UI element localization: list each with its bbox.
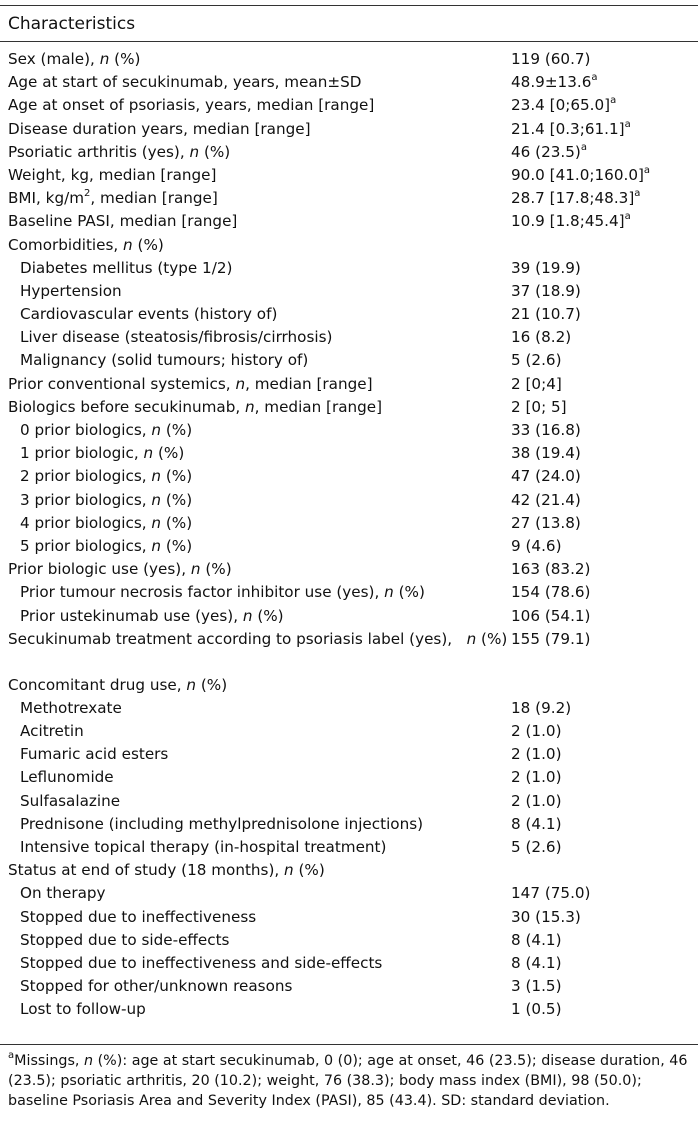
table-row [0,674,700,697]
row-value-footnote-marker: a [591,72,598,84]
row-label-text: Biologics before secukinumab, [8,397,245,416]
row-label-italic: n [151,490,162,509]
row-value [511,558,590,581]
row-label-text: Prior ustekinumab use (yes), [20,606,243,625]
row-label [8,94,508,117]
table-row [0,303,700,326]
row-label-text: Age at onset of psoriasis, years, median [range] [8,96,375,115]
row-label [20,836,520,859]
row-label-italic: n [284,861,294,880]
row-value [511,210,631,233]
table-row [0,234,700,257]
table-row [0,535,700,558]
table-row [0,882,700,905]
table-row [0,697,700,720]
row-value [511,628,590,651]
table-row [0,164,700,187]
row-label [20,535,520,558]
row-value-text: 8 (4.1) [511,814,562,833]
row-label-text: Diabetes mellitus (type 1/2) [20,258,233,277]
row-label-text: Stopped due to side-effects [20,930,230,949]
row-value [511,349,562,372]
table-row [0,48,700,71]
row-value-footnote-marker: a [624,211,631,223]
table-row [0,743,700,766]
row-label-text: Stopped for other/unknown reasons [20,977,293,996]
row-label-text: Acitretin [20,722,84,741]
row-label-suffix: , median [range] [254,397,383,416]
row-label-text: Prior conventional systemics, [8,374,236,393]
row-value [511,94,616,117]
row-value-text: 3 (1.5) [511,977,562,996]
row-label [8,674,508,697]
row-label-italic: n [242,606,253,625]
row-label [8,859,508,882]
row-label-suffix: (%) [161,513,193,532]
row-value [511,118,631,141]
row-label [8,164,508,187]
row-label-italic: n [235,374,246,393]
row-label-text: Sulfasalazine [20,791,121,810]
row-label [20,813,520,836]
row-label [20,465,520,488]
row-label [20,952,520,975]
row-value-text: 23.4 [0;65.0] [511,96,611,115]
table-row [0,280,700,303]
row-label-suffix: (%) [199,142,231,161]
row-label [20,419,520,442]
row-label-suffix: (%) [132,235,164,254]
row-label-text: Concomitant drug use, [8,675,187,694]
row-label [20,489,520,512]
header-rule [0,41,698,42]
table-row [0,836,700,859]
row-label [8,628,508,651]
row-label [20,882,520,905]
row-value [511,813,562,836]
table-row [0,512,700,535]
row-label [20,929,520,952]
table-row [0,720,700,743]
row-value [511,71,598,94]
row-label-text: Liver disease (steatosis/fibrosis/cirrhosis) [20,328,333,347]
row-label-italic: n [99,50,110,68]
row-value-text: 18 (9.2) [511,698,572,717]
row-value [511,906,581,929]
table-row [0,558,700,581]
table-row [0,257,700,280]
row-label-suffix: (%) [196,675,228,694]
table-row [0,94,700,117]
row-label-text: Methotrexate [20,698,122,717]
row-label [8,373,508,396]
table-row [0,952,700,975]
row-label-italic: n [123,235,133,254]
table-row [0,349,700,372]
row-value-footnote-marker: a [624,118,631,130]
footnote-text-post: (%): age at start secukinumab, 0 (0); age at onset, 46 (23.5); disease duration, 46 (23.5); psoriatic arthritis, 20 (10.2); weight, 76 (38.3); body mass index (BMI), 98 (50.0); baseline Psoriasis Area and Severity Index (PASI), 85 (43.4). SD: standard deviation. [8,1053,688,1109]
row-label [20,766,520,789]
row-label [8,71,508,94]
row-label-text: 5 prior biologics, [20,536,152,555]
row-label [8,558,508,581]
row-value [511,257,581,280]
row-label-text: Prednisone (including methylprednisolone injections) [20,814,424,833]
row-value [511,280,581,303]
row-value-text: 47 (24.0) [511,467,581,486]
row-value-text: 46 (23.5) [511,142,581,161]
row-label [8,187,508,210]
row-value [511,303,581,326]
row-value-text: 155 (79.1) [511,629,591,648]
row-value-text: 2 (1.0) [511,791,562,810]
row-label-text: Stopped due to ineffectiveness [20,907,257,926]
table-row [0,210,700,233]
row-value-text: 2 [0;4] [511,374,562,393]
table-row [0,442,700,465]
table-row [0,373,700,396]
row-value-text: 16 (8.2) [511,328,572,347]
row-value [511,697,571,720]
row-label-text: Disease duration years, median [range] [8,119,311,138]
row-label [20,697,520,720]
table-top-rule [0,5,698,6]
row-label-suffix: (%) [153,444,185,463]
row-value-text: 2 (1.0) [511,768,562,787]
table-row [0,419,700,442]
row-value [511,396,567,419]
table-bottom-rule [0,1044,698,1045]
row-label-text: Baseline PASI, median [range] [8,212,238,231]
row-value-footnote-marker: a [610,95,617,107]
row-label-text: Leflunomide [20,768,114,787]
row-label-text: Cardiovascular events (history of) [20,305,278,324]
table-row [0,975,700,998]
row-label-text: 2 prior biologics, [20,467,152,486]
row-value [511,836,562,859]
row-label-text: Malignancy (solid tumours; history of) [20,351,309,370]
row-label-suffix: (%) [393,583,425,602]
row-value-text: 1 (0.5) [511,1000,562,1019]
row-value-text: 42 (21.4) [511,490,581,509]
row-label-text: 4 prior biologics, [20,513,152,532]
row-label [20,743,520,766]
row-label-suffix: (%) [161,536,193,555]
row-value [511,882,590,905]
row-label-italic: n [245,397,255,416]
row-label [20,720,520,743]
row-value [511,998,562,1021]
row-value [511,929,562,952]
row-label [20,906,520,929]
row-value-text: 38 (19.4) [511,444,581,463]
row-label-text: Secukinumab treatment according to psoriasis label (yes), [8,629,467,648]
row-label-italic: n [189,142,200,161]
row-value-text: 2 (1.0) [511,745,562,764]
row-value-footnote-marker: a [580,141,587,153]
row-label [8,234,508,257]
row-value-text: 90.0 [41.0;160.0] [511,165,644,184]
footnote-marker: a [8,1050,15,1062]
row-label [20,512,520,535]
table-row [0,906,700,929]
row-label-text: Prior biologic use (yes), [8,560,191,579]
row-label-text: Hypertension [20,281,122,300]
row-value [511,743,562,766]
row-value [511,605,590,628]
row-value-text: 2 (1.0) [511,722,562,741]
row-label-italic: n [151,467,162,486]
footnote-text-italic: n [84,1053,94,1069]
row-value-footnote-marker: a [643,164,651,176]
table-row [0,118,700,141]
table-row [0,998,700,1021]
table-row [0,581,700,604]
table-row [0,465,700,488]
row-value-text: 37 (18.9) [511,281,581,300]
row-label-text: Comorbidities, [8,235,124,254]
row-label-italic: n [384,583,394,602]
row-value-text: 154 (78.6) [511,583,591,602]
row-label [8,48,508,71]
row-value-text: 8 (4.1) [511,930,562,949]
row-value-text: 28.7 [17.8;48.3] [511,189,635,208]
row-label-text: Prior tumour necrosis factor inhibitor use (yes), [20,583,385,602]
table-body [0,48,700,1022]
row-label-text: BMI, kg/m [8,189,85,208]
table-row [0,489,700,512]
row-label-text: Status at end of study (18 months), [8,861,285,880]
table-header: Characteristics [8,14,136,34]
row-label-italic: n [151,513,162,532]
table-row [0,396,700,419]
row-label [20,790,520,813]
row-value-text: 2 [0; 5] [511,397,567,416]
row-value-text: 30 (15.3) [511,907,581,926]
row-value [511,326,571,349]
row-value [511,373,562,396]
row-value-text: 147 (75.0) [511,884,591,903]
row-label-italic: n [143,444,154,463]
row-label-text: Psoriatic arthritis (yes), [8,142,190,161]
row-label-text: 3 prior biologics, [20,490,152,509]
row-label-suffix: (%) [476,629,508,648]
table-row [0,813,700,836]
row-value [511,141,587,164]
row-value-text: 21 (10.7) [511,305,581,324]
row-label [20,326,520,349]
row-label [20,303,520,326]
row-label [20,605,520,628]
row-value [511,187,640,210]
row-label-text: Lost to follow-up [20,1000,146,1019]
row-label-text: On therapy [20,884,106,903]
row-value-text: 39 (19.9) [511,258,581,277]
row-label-italic: n [186,675,197,694]
row-value [511,581,590,604]
row-label-suffix: (%) [252,606,284,625]
footnote-text-pre: Missings, [14,1053,84,1069]
row-label-suffix: (%) [161,421,193,439]
row-value [511,975,562,998]
row-value-text: 5 (2.6) [511,838,562,856]
row-label [20,257,520,280]
row-label [20,998,520,1021]
row-label-italic: n [190,560,201,579]
row-value-text: 21.4 [0.3;61.1] [511,119,625,138]
row-value [511,442,581,465]
table-row [0,187,700,210]
row-value-text: 10.9 [1.8;45.4] [511,212,625,231]
row-value-text: 106 (54.1) [511,606,591,625]
row-label-suffix: , median [range] [90,189,218,208]
row-label-text: Fumaric acid esters [20,745,169,764]
row-value-footnote-marker: a [634,188,641,200]
row-label-text: Age at start of secukinumab, years, mean±SD [8,73,362,92]
row-label-superscript: 2 [84,188,91,200]
table-row [0,326,700,349]
table-row [0,628,700,674]
row-value-text: 8 (4.1) [511,953,562,972]
row-label-text: Stopped due to ineffectiveness and side-effects [20,953,383,972]
row-value-text: 9 (4.6) [511,536,562,555]
row-label-text: Intensive topical therapy (in-hospital treatment) [20,838,387,856]
table-footnote [8,1051,696,1111]
row-label-italic: n [466,629,477,648]
row-label [8,118,508,141]
row-label-italic: n [151,536,162,555]
row-label [20,349,520,372]
row-label [20,442,520,465]
row-label [8,210,508,233]
row-value [511,164,650,187]
table-row [0,859,700,882]
table-row [0,766,700,789]
row-label-suffix: (%) [293,861,325,880]
row-label [20,975,520,998]
row-value [511,489,581,512]
row-label-suffix: (%) [109,50,141,68]
row-value [511,720,562,743]
table-row [0,71,700,94]
row-label-suffix: (%) [161,467,193,486]
row-label-text: 0 prior biologics, [20,421,152,439]
row-label [8,396,508,419]
row-value-text: 5 (2.6) [511,351,562,370]
row-value-text: 27 (13.8) [511,513,581,532]
row-value-text: 33 (16.8) [511,421,581,439]
table-row [0,141,700,164]
row-label [20,581,520,604]
row-value [511,419,581,442]
row-label-suffix: (%) [200,560,232,579]
row-label-suffix: , median [range] [245,374,373,393]
row-label [20,280,520,303]
row-value-text: 163 (83.2) [511,560,591,579]
row-value [511,952,562,975]
row-value [511,465,581,488]
row-value-text: 119 (60.7) [511,50,591,68]
row-label-text: Weight, kg, median [range] [8,165,217,184]
table-row [0,790,700,813]
table-row [0,605,700,628]
row-value [511,512,581,535]
row-label-italic: n [151,421,162,439]
row-label-text: Sex (male), [8,50,100,68]
row-label-text: 1 prior biologic, [20,444,144,463]
row-value [511,535,562,558]
row-value-text: 48.9±13.6 [511,73,592,92]
row-label [8,141,508,164]
row-label-suffix: (%) [161,490,193,509]
table-row [0,929,700,952]
row-value [511,790,562,813]
row-value [511,48,590,71]
row-value [511,766,562,789]
